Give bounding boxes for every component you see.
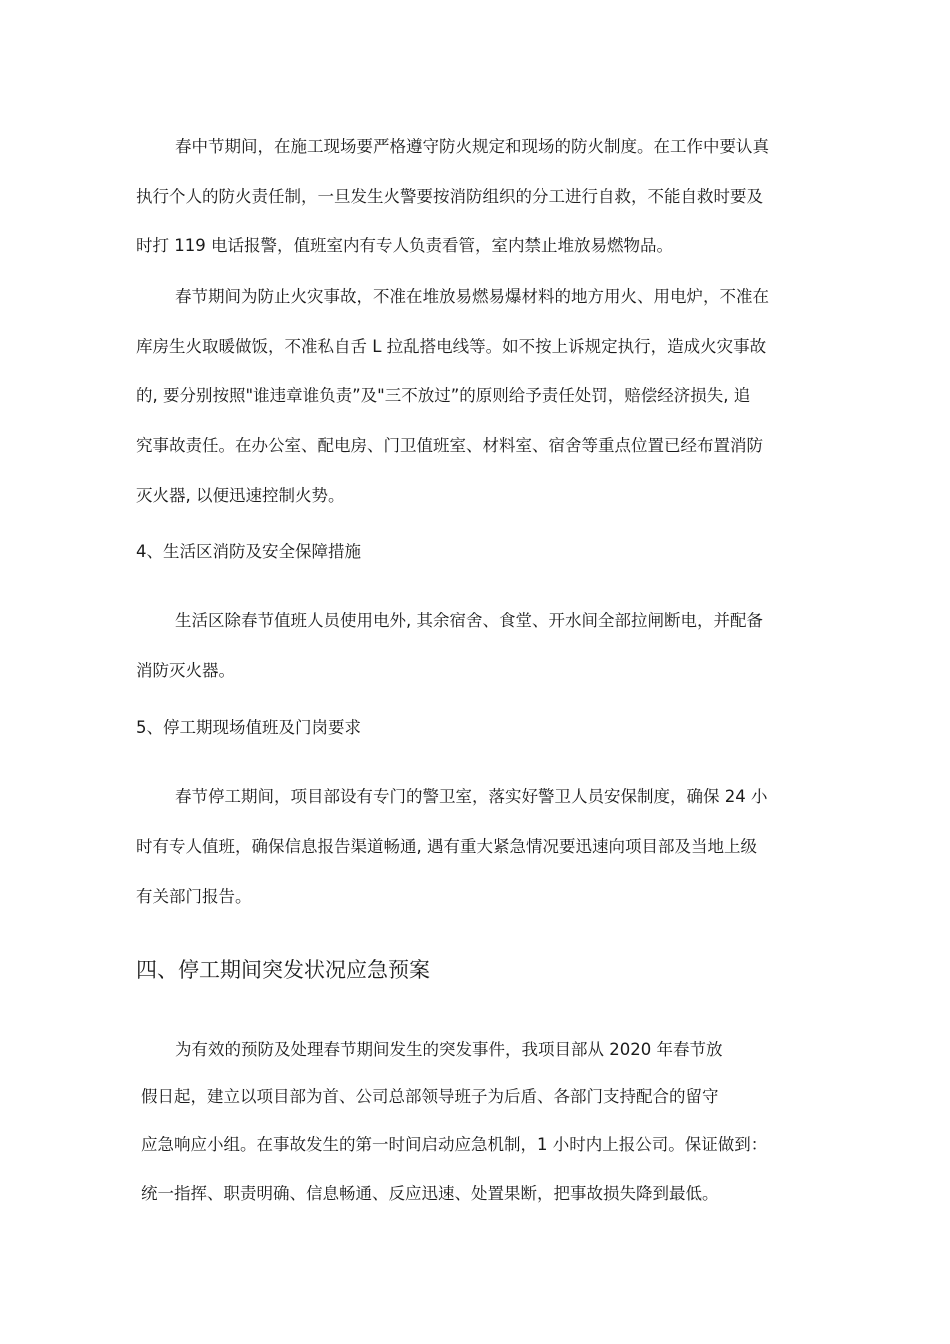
paragraph-line: 时有专人值班，确保信息报告渠道畅通, 遇有重大紧急情况要迅速向项目部及当地上级 bbox=[136, 837, 757, 856]
paragraph-line: 库房生火取暖做饭，不准私自舌 L 拉乱搭电线等。如不按上诉规定执行，造成火灾事故 bbox=[136, 337, 767, 356]
paragraph-line: 时打 119 电话报警，值班室内有专人负责看管，室内禁止堆放易燃物品。 bbox=[136, 236, 673, 255]
paragraph-line: 为有效的预防及处理春节期间发生的突发事件，我项目部从 2020 年春节放 bbox=[175, 1040, 723, 1059]
paragraph-line: 统一指挥、职责明确、信息畅通、反应迅速、处置果断，把事故损失降到最低。 bbox=[141, 1184, 719, 1203]
paragraph-line: 春节期间为防止火灾事故，不准在堆放易燃易爆材料的地方用火、用电炉，不准在 bbox=[175, 287, 769, 306]
paragraph-line: 的, 要分别按照"谁违章谁负责”及"三不放过”的原则给予责任处罚，赔偿经济损失, 追 bbox=[136, 386, 751, 405]
paragraph-line: 生活区除春节值班人员使用电外, 其余宿舍、食堂、开水间全部拉闸断电，并配备 bbox=[175, 611, 763, 630]
paragraph-line: 究事故责任。在办公室、配电房、门卫值班室、材料室、宿舍等重点位置已经布置消防 bbox=[136, 436, 763, 455]
paragraph-line: 假日起，建立以项目部为首、公司总部领导班子为后盾、各部门支持配合的留守 bbox=[141, 1087, 719, 1106]
subheading: 4、生活区消防及安全保障措施 bbox=[136, 542, 361, 561]
subheading: 5、停工期现场值班及门岗要求 bbox=[136, 718, 361, 737]
paragraph-line: 春中节期间，在施工现场要严格遵守防火规定和现场的防火制度。在工作中要认真 bbox=[175, 137, 769, 156]
paragraph-line: 应急响应小组。在事故发生的第一时间启动应急机制，1 小时内上报公司。保证做到： bbox=[141, 1135, 768, 1154]
paragraph-line: 执行个人的防火责任制，一旦发生火警要按消防组织的分工进行自救，不能自救时要及 bbox=[136, 187, 763, 206]
paragraph-line: 消防灭火器。 bbox=[136, 661, 235, 680]
paragraph-line: 春节停工期间，项目部设有专门的警卫室，落实好警卫人员安保制度，确保 24 小 bbox=[175, 787, 768, 806]
paragraph-line: 有关部门报告。 bbox=[136, 887, 252, 906]
section-heading: 四、停工期间突发状况应急预案 bbox=[136, 958, 430, 982]
paragraph-line: 灭火器, 以便迅速控制火势。 bbox=[136, 486, 345, 505]
